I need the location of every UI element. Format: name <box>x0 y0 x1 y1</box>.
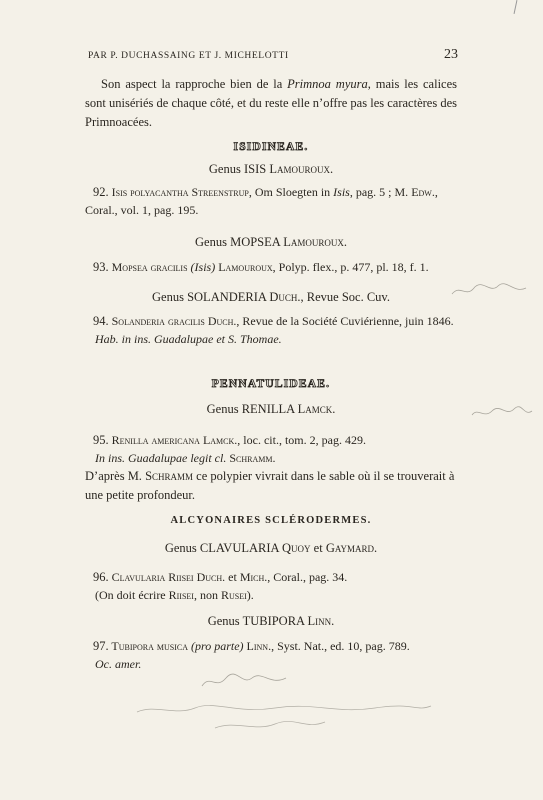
entry-92: 92. Isis polyacantha Streenstrup, Om Sloegten in Isis, pag. 5 ; M. Edw., Coral., vol. 1, pag. 195. <box>85 185 438 217</box>
section-alcyonaires: ALCYONAIRES SCLÉRODERMES. <box>170 515 372 526</box>
running-head: PAR P. DUCHASSAING ET J. MICHELOTTI <box>88 51 289 61</box>
note-paragraph: D’après M. Schramm ce polypier vivrait dans le sable où il se trouverait à une petite profondeur. <box>85 469 455 502</box>
section-isidineae: ISIDINEAE. <box>233 141 309 153</box>
habitat-note: Hab. in ins. Guadalupae et S. Thomae. <box>95 332 282 346</box>
margin-mark <box>514 0 518 14</box>
entry-97: 97. Tubipora musica (pro parte) Linn., Syst. Nat., ed. 10, pag. 789. Oc. amer. <box>93 639 410 671</box>
genus-isis: Genus ISIS Lamouroux. <box>208 162 334 176</box>
genus-solanderia: Genus SOLANDERIA Duch., Revue Soc. Cuv. <box>152 290 390 304</box>
entry-96: 96. Clavularia Riisei Duch. et Mich., Coral., pag. 34. (On doit écrire Riisei, non Rusei). <box>93 570 348 602</box>
entry-95: 95. Renilla americana Lamck., loc. cit., tom. 2, pag. 429. In ins. Guadalupae legit cl. Schramm. <box>93 433 366 465</box>
entry-94: 94. Solanderia gracilis Duch., Revue de la Société Cuviérienne, juin 1846. Hab. in ins. Guadalupae et S. Thomae. <box>85 312 457 348</box>
genus-renilla: Genus RENILLA Lamck. <box>206 402 336 416</box>
genus-mopsea: Genus MOPSEA Lamouroux. <box>195 235 347 249</box>
pencil-annotation <box>470 405 534 421</box>
pencil-annotation <box>450 280 530 300</box>
entry-93: 93. Mopsea gracilis (Isis) Lamouroux, Polyp. flex., p. 477, pl. 18, f. 1. <box>93 260 429 274</box>
pencil-annotation <box>200 672 290 692</box>
pencil-annotation <box>135 700 435 736</box>
section-pennatulideae: PENNATULIDEAE. <box>211 378 331 390</box>
genus-tubipora: Genus TUBIPORA Linn. <box>207 614 335 628</box>
intro-paragraph: Son aspect la rapproche bien de la Primnoa myura, mais les calices sont unisériés de chaque côté, et du reste elle n’offre pas les caractères des Primnoacées. <box>85 77 458 129</box>
page-number: 23 <box>444 47 458 62</box>
genus-clavularia: Genus CLAVULARIA Quoy et Gaymard. <box>164 541 378 555</box>
